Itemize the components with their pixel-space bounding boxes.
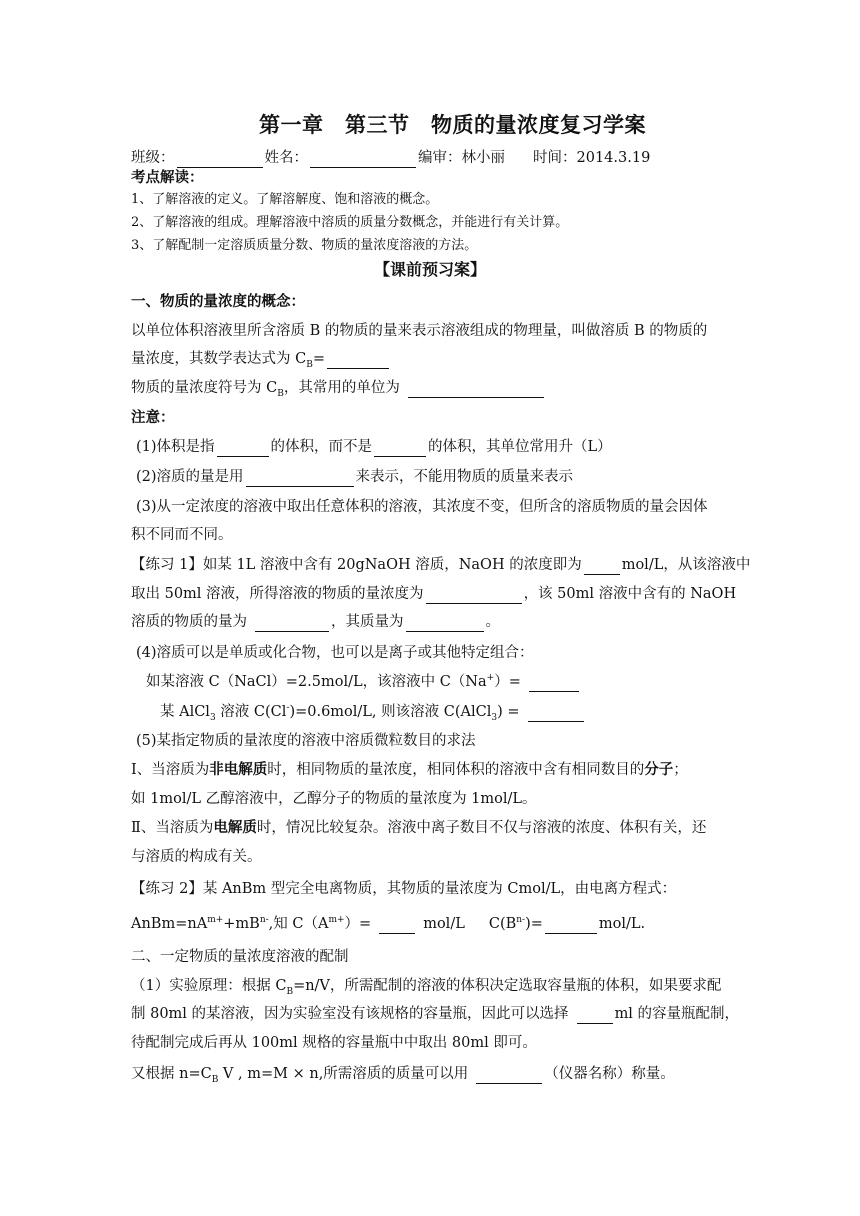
principle-line-4: 又根据 $n=C_B$ V , m=M × n,所需溶质的质量可以用 （仪器名称）称量。	[131, 1066, 675, 1085]
document-title: 第一章 第三节 物质的量浓度复习学案	[259, 112, 646, 137]
name-label: 姓名：	[264, 150, 308, 166]
unit-line: 物质的量浓度符号为 $C_B$，其常用的单位为	[131, 378, 546, 398]
note-3-line-2: 积不同而不同。	[131, 527, 233, 543]
preview-heading: 【课前预习案】	[373, 260, 486, 279]
point-item-3: 3、了解配制一定溶质质量分数、物质的量浓度溶液的方法。	[131, 238, 478, 253]
class-blank	[177, 151, 263, 168]
note-4-example-1: 如某溶液 C（NaCl）=2.5mol/L，该溶液中 C（Na+）=	[146, 672, 581, 692]
case-2-line-2: 与溶质的构成有关。	[131, 849, 262, 865]
note-heading: 注意：	[131, 409, 175, 426]
editor-text: 编审：林小丽	[418, 150, 505, 166]
note-5: (5)某指定物质的量浓度的溶液中溶质微粒数目的求法	[136, 733, 476, 749]
exercise-2-line-1: 【练习 2】某 AnBm 型完全电离物质，其物质的量浓度为 Cmol/L，由电离方程式：	[131, 881, 677, 897]
name-blank	[310, 151, 416, 168]
case-1-line-2: 如 1mol/L 乙醇溶液中，乙醇分子的物质的量浓度为 1mol/L。	[131, 791, 537, 807]
principle-line-3: 待配制完成后再从 100ml 规格的容量瓶中中取出 80ml 即可。	[131, 1035, 537, 1051]
point-item-2: 2、了解溶液的组成。理解溶液中溶质的质量分数概念，并能进行有关计算。	[131, 215, 569, 230]
principle-line-1: （1）实验原理：根据 $C_B=n/V$，所需配制的溶液的体积决定选取容量瓶的体积，如果要求配	[131, 978, 722, 997]
points-heading: 考点解读：	[131, 169, 204, 186]
formula-blank	[327, 352, 389, 369]
case-2-line-1: Ⅱ、当溶质为电解质时，情况比较复杂。溶液中离子数目不仅与溶液的浓度、体积有关，还	[131, 819, 707, 836]
exercise-2-line-2: $AnBm=nA^{m+}+mB^{n-}$,知 $C(A^{m+})= mol/L$ $C(B^{n-})= mol/L$.	[131, 915, 646, 932]
note-4: (4)溶质可以是单质或化合物，也可以是离子或其他特定组合：	[136, 645, 534, 661]
principle-line-2: 制 80ml 的某溶液，因为实验室没有该规格的容量瓶，因此可以选择 ml 的容量瓶配制，	[131, 1006, 740, 1022]
point-item-1: 1、了解溶液的定义。了解溶解度、饱和溶液的概念。	[131, 192, 439, 207]
note-4-example-2: 某 AlCl$_3$ 溶液 C(Cl-)=0.6mol/L, 则该溶液 C(AlCl$_3$) =	[160, 702, 586, 722]
header-line	[131, 148, 650, 168]
section-1-heading: 一、物质的量浓度的概念：	[131, 293, 305, 310]
note-2: (2)溶质的量是用 来表示，不能用物质的质量来表示	[136, 469, 574, 485]
class-label: 班级：	[131, 150, 175, 166]
note-3-line-1: (3)从一定浓度的溶液中取出任意体积的溶液，其浓度不变，但所含的溶质物质的量会因体	[136, 499, 708, 515]
exercise-1-line-2: 取出 50ml 溶液，所得溶液的物质的量浓度为 ，该 50ml 溶液中含有的 NaOH	[131, 586, 737, 602]
section-2-heading: 二、一定物质的量浓度溶液的配制	[131, 949, 349, 965]
definition-line-1: 以单位体积溶液里所含溶质 B 的物质的量来表示溶液组成的物理量，叫做溶质 B 的物质的	[131, 323, 708, 339]
exercise-1-line-1: 【练习 1】如某 1L 溶液中含有 20gNaOH 溶质，NaOH 的浓度即为 mol/L，从该溶液中	[131, 557, 751, 573]
case-1-line-1: Ⅰ、当溶质为非电解质时，相同物质的量浓度，相同体积的溶液中含有相同数目的分子；	[131, 761, 688, 778]
unit-blank	[408, 381, 544, 398]
note-1: (1)体积是指 的体积，而不是 的体积，其单位常用升（L）	[136, 439, 612, 455]
definition-line-2: 量浓度，其数学表达式为 $C_B=$	[131, 349, 391, 369]
time-text: 时间：2014.3.19	[533, 150, 651, 166]
exercise-1-line-3: 溶质的物质的量为 ，其质量为 。	[131, 614, 500, 630]
